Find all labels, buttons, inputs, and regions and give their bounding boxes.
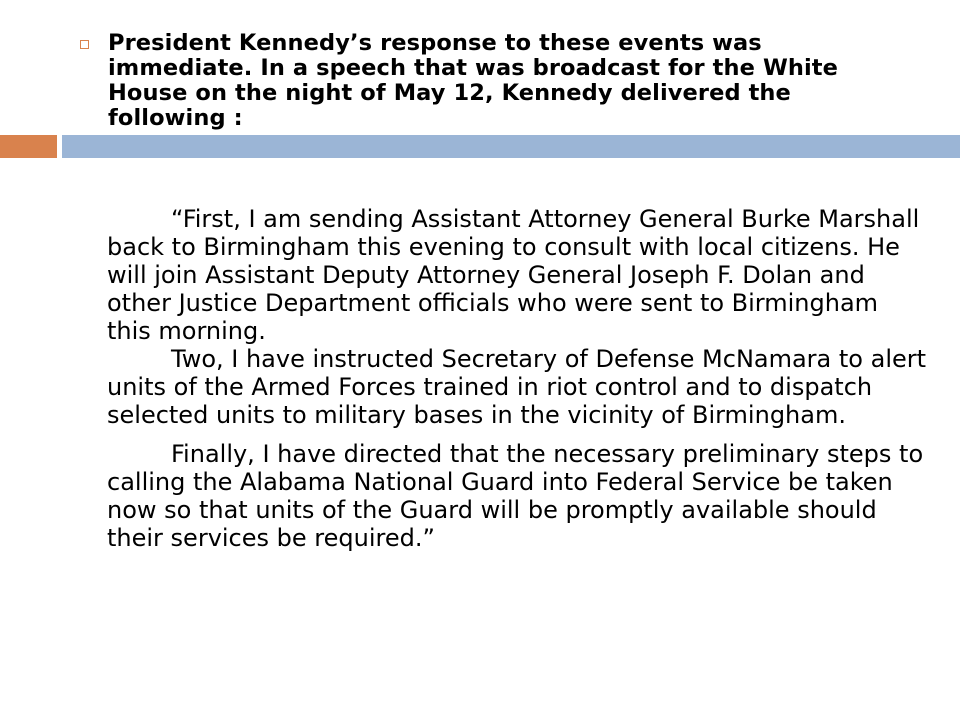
- bullet-text: President Kennedy’s response to these events was immediate. In a speech that was broadcast for the White House on the night of May 12, Kennedy delivered the following :: [108, 30, 839, 131]
- quote-paragraph-1: “First, I am sending Assistant Attorney General Burke Marshall back to Birmingham this evening to consult with local citizens. He will join Assistant Deputy Attorney General Joseph F. Dolan and other Justice Department officials who were sent to Birmingham this morning.: [107, 205, 920, 345]
- accent-bar-blue: [62, 135, 960, 158]
- quote-paragraph-2: Two, I have instructed Secretary of Defense McNamara to alert units of the Armed Forces trained in riot control and to dispatch selected units to military bases in the vicinity of Birmingham.: [107, 345, 927, 429]
- accent-bar-orange: [0, 135, 57, 158]
- square-bullet-icon: [80, 40, 89, 49]
- speech-quote: [107, 205, 927, 552]
- quote-paragraph-3: Finally, I have directed that the necessary preliminary steps to calling the Alabama National Guard into Federal Service be taken now so that units of the Guard will be promptly available should their services be required.”: [107, 440, 924, 552]
